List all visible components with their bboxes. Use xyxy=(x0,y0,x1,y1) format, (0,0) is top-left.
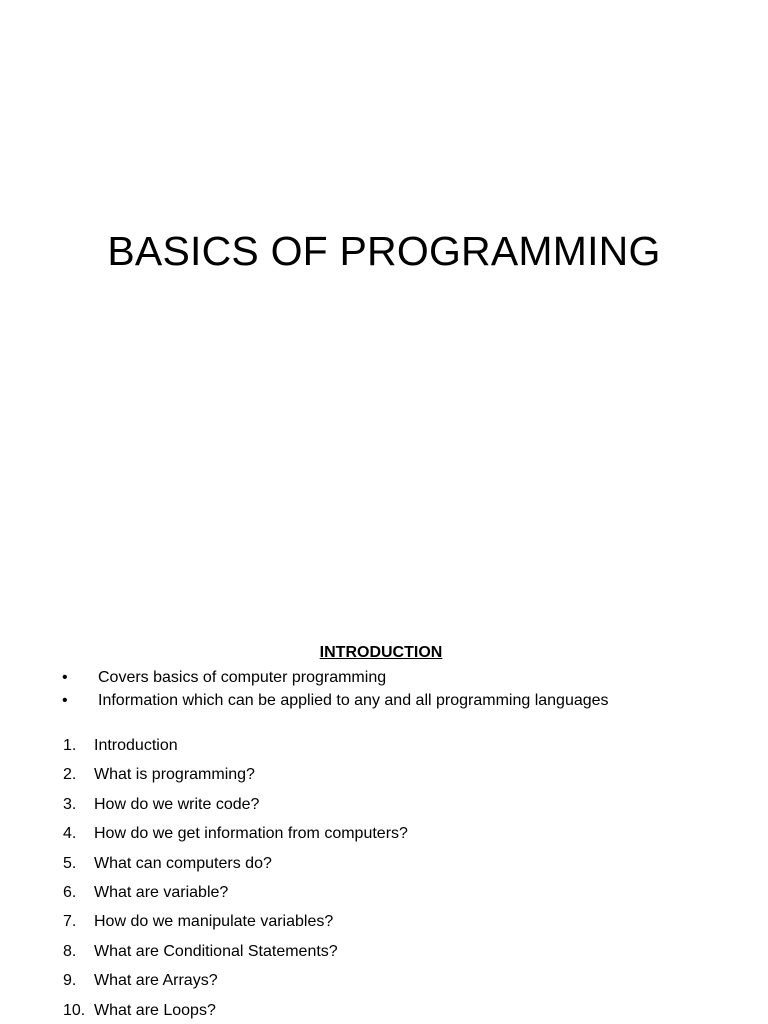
contents-item xyxy=(63,823,753,852)
contents-number: 3. xyxy=(63,795,77,813)
contents-item xyxy=(63,941,753,970)
contents-text: What can computers do? xyxy=(94,854,272,872)
contents-number: 10. xyxy=(63,1001,86,1019)
contents-text: Introduction xyxy=(94,737,178,754)
bullet-item xyxy=(62,689,752,712)
section-heading: INTRODUCTION xyxy=(319,644,443,661)
bullet-list xyxy=(62,666,752,712)
bullet-marker: • xyxy=(62,692,68,709)
contents-text: What are Conditional Statements? xyxy=(94,942,338,960)
contents-number: 2. xyxy=(63,766,77,784)
contents-text: What are Loops? xyxy=(94,1001,216,1019)
contents-text: How do we write code? xyxy=(94,795,260,813)
contents-number: 6. xyxy=(63,883,77,901)
contents-item xyxy=(63,794,753,823)
contents-number: 9. xyxy=(63,972,77,990)
contents-item xyxy=(63,970,753,999)
contents-text: What are Arrays? xyxy=(94,972,218,990)
contents-text: What are variable? xyxy=(94,883,229,901)
contents-text: How do we manipulate variables? xyxy=(94,913,334,931)
contents-text: What is programming? xyxy=(94,766,255,784)
bullet-item xyxy=(62,666,752,689)
bullet-text: Covers basics of computer programming xyxy=(98,669,387,686)
contents-number: 1. xyxy=(63,737,77,754)
bullet-text: Information which can be applied to any and all programming languages xyxy=(98,692,609,709)
contents-number: 4. xyxy=(63,825,77,843)
contents-item xyxy=(63,764,753,793)
document-title: BASICS OF PROGRAMMING xyxy=(107,228,661,274)
contents-number: 7. xyxy=(63,913,77,931)
contents-item xyxy=(63,853,753,882)
bullet-marker: • xyxy=(62,669,68,686)
contents-item xyxy=(63,735,753,764)
contents-text: How do we get information from computers? xyxy=(94,825,408,843)
contents-list xyxy=(63,735,753,1024)
contents-number: 8. xyxy=(63,942,77,960)
contents-item xyxy=(63,882,753,911)
contents-item xyxy=(63,911,753,940)
contents-item xyxy=(63,1000,753,1024)
contents-number: 5. xyxy=(63,854,77,872)
